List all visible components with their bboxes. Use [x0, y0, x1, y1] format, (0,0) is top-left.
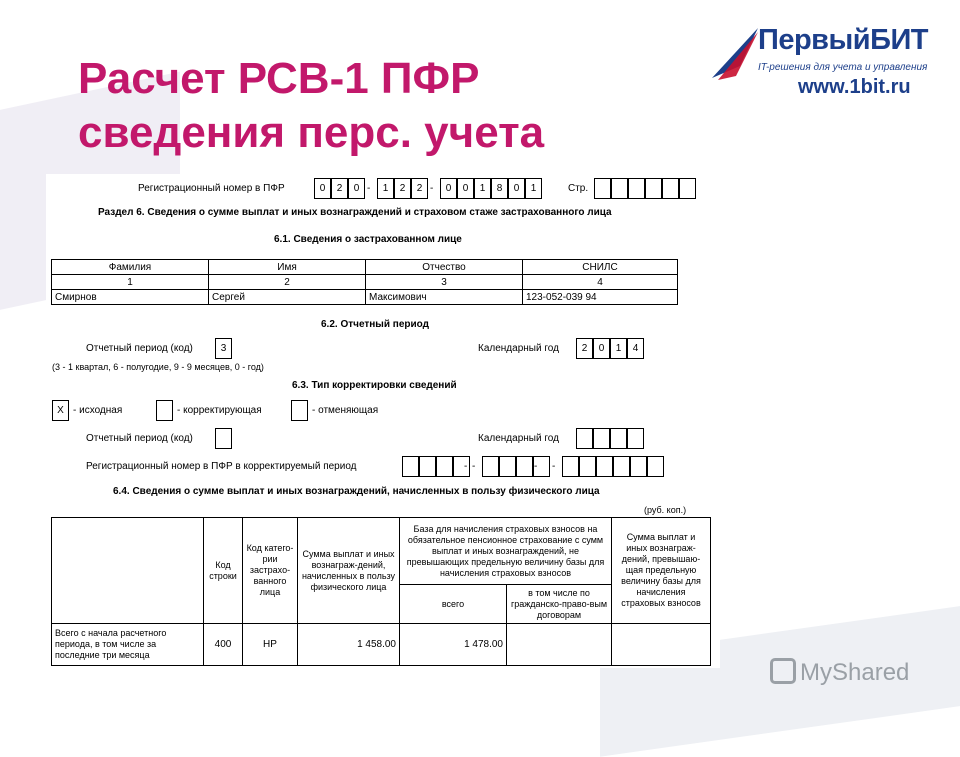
- row-exceeding-value: [612, 624, 711, 666]
- reg-digit-cell: 1: [377, 178, 394, 199]
- dash: -: [430, 183, 434, 194]
- year-digit-cell: 4: [627, 338, 644, 359]
- column-number: 3: [366, 275, 523, 290]
- header-category: Код катего-рии застрахо-ванного лица: [243, 518, 298, 624]
- row-category-value: НР: [243, 624, 298, 666]
- period-label: Отчетный период (код): [86, 343, 193, 354]
- header-base-total: всего: [400, 585, 507, 624]
- row-base-civil-value: [507, 624, 612, 666]
- column-number: 1: [52, 275, 209, 290]
- reg-digit-cell: 2: [394, 178, 411, 199]
- units-label: (руб. коп.): [644, 505, 687, 515]
- header-snils: СНИЛС: [523, 260, 678, 275]
- year-digit-cell: 1: [610, 338, 627, 359]
- corr-reg-cell: [499, 456, 516, 477]
- year-digit-cell: 0: [593, 338, 610, 359]
- header-surname: Фамилия: [52, 260, 209, 275]
- corr-reg-cell: [453, 456, 470, 477]
- corr-reg-cell: [579, 456, 596, 477]
- cancel-label: - отменяющая: [312, 405, 379, 416]
- patronymic-value: Максимович: [366, 290, 523, 305]
- dash: -: [472, 461, 476, 472]
- subsection-6-2-title: 6.2. Отчетный период: [321, 319, 429, 330]
- reg-number-label: Регистрационный номер в ПФР: [138, 183, 285, 194]
- snils-value: 123-052-039 94: [523, 290, 678, 305]
- reg-digit-cell: 0: [348, 178, 365, 199]
- page-digit-cell: [628, 178, 645, 199]
- dash: -: [552, 461, 556, 472]
- payments-table: [51, 517, 711, 666]
- page-digit-cell: [679, 178, 696, 199]
- logo-name: ПервыйБИТ: [758, 24, 929, 56]
- corr-reg-cell: [596, 456, 613, 477]
- column-number: 2: [209, 275, 366, 290]
- reg-digit-cell: 1: [474, 178, 491, 199]
- dash: -: [534, 461, 538, 472]
- subsection-6-4-title: 6.4. Сведения о сумме выплат и иных вознаграждений, начисленных в пользу физического лица: [113, 486, 600, 497]
- dash: -: [367, 183, 371, 194]
- corr-reg-cell: [630, 456, 647, 477]
- year-label: Календарный год: [478, 343, 559, 354]
- period-hint: (3 - 1 квартал, 6 - полугодие, 9 - 9 месяцев, 0 - год): [52, 362, 264, 372]
- corr-period-label: Отчетный период (код): [86, 433, 193, 444]
- column-number: 4: [523, 275, 678, 290]
- corr-reg-cell: [647, 456, 664, 477]
- reg-digit-cell: 8: [491, 178, 508, 199]
- header-base-civil: в том числе по гражданско-право-вым договорам: [507, 585, 612, 624]
- corr-reg-cell: [402, 456, 419, 477]
- reg-digit-cell: 2: [411, 178, 428, 199]
- row-base-total-value: 1 478.00: [400, 624, 507, 666]
- page-digit-cell: [662, 178, 679, 199]
- corr-reg-cell: [419, 456, 436, 477]
- year-digit-cell: 2: [576, 338, 593, 359]
- corrective-checkbox: [156, 400, 173, 421]
- corr-reg-cell: [613, 456, 630, 477]
- header-exceeding-sum: Сумма выплат и иных вознаграж-дений, превышаю-щая предельную величину базы для начисления страховых взносов: [612, 518, 711, 624]
- watermark: [770, 658, 909, 687]
- corr-year-cell: [610, 428, 627, 449]
- section-title: Раздел 6. Сведения о сумме выплат и иных вознаграждений и страховом стаже застрахованного лица: [98, 207, 612, 218]
- reg-digit-cell: 0: [457, 178, 474, 199]
- rsv-form: [46, 174, 720, 668]
- cancel-checkbox: [291, 400, 308, 421]
- header-payment-sum: Сумма выплат и иных вознаграж-дений, начисленных в пользу физического лица: [298, 518, 400, 624]
- reg-digit-cell: 0: [508, 178, 525, 199]
- period-code-cell: 3: [215, 338, 232, 359]
- header-row-code: Код строки: [204, 518, 243, 624]
- initial-label: - исходная: [73, 405, 123, 416]
- corr-year-cell: [576, 428, 593, 449]
- slide-title: [78, 52, 544, 160]
- reg-digit-cell: 0: [440, 178, 457, 199]
- logo-subtitle: IT-решения для учета и управления: [758, 62, 928, 73]
- watermark-text: MyShared: [800, 659, 910, 686]
- corr-year-cell: [593, 428, 610, 449]
- corr-year-label: Календарный год: [478, 433, 559, 444]
- subsection-6-3-title: 6.3. Тип корректировки сведений: [292, 380, 457, 391]
- surname-value: Смирнов: [52, 290, 209, 305]
- corrective-label: - корректирующая: [177, 405, 262, 416]
- page-digit-cell: [645, 178, 662, 199]
- logo-swoosh-icon: [710, 26, 762, 86]
- page-digit-cell: [611, 178, 628, 199]
- page-label: Стр.: [568, 183, 589, 194]
- title-line-1: Расчет РСВ-1 ПФР: [78, 54, 480, 103]
- corr-reg-cell: [482, 456, 499, 477]
- name-value: Сергей: [209, 290, 366, 305]
- corr-reg-cell: [516, 456, 533, 477]
- logo-url: www.1bit.ru: [798, 76, 911, 98]
- header-patronymic: Отчество: [366, 260, 523, 275]
- title-line-2: сведения перс. учета: [78, 108, 545, 157]
- insured-person-table: [51, 259, 678, 305]
- reg-digit-cell: 0: [314, 178, 331, 199]
- row-code-value: 400: [204, 624, 243, 666]
- reg-digit-cell: 1: [525, 178, 542, 199]
- row-sum-value: 1 458.00: [298, 624, 400, 666]
- header-contribution-base: База для начисления страховых взносов на обязательное пенсионное страхование с сумм выплат и иных вознаграждений, не превышающих предельную величину базы для начисления страховых взносов: [400, 518, 612, 585]
- dash: -: [464, 461, 468, 472]
- corr-reg-label: Регистрационный номер в ПФР в корректируемый период: [86, 461, 357, 472]
- company-logo: [710, 22, 950, 112]
- corr-year-cell: [627, 428, 644, 449]
- subsection-6-1-title: 6.1. Сведения о застрахованном лице: [274, 234, 462, 245]
- page-digit-cell: [594, 178, 611, 199]
- myshared-logo-icon: [770, 658, 796, 684]
- corr-reg-cell: [436, 456, 453, 477]
- reg-digit-cell: 2: [331, 178, 348, 199]
- header-name: Имя: [209, 260, 366, 275]
- row-label-total: Всего с начала расчетного периода, в том числе за последние три месяца: [52, 624, 204, 666]
- corr-reg-cell: [562, 456, 579, 477]
- initial-checkbox: X: [52, 400, 69, 421]
- corr-period-cell: [215, 428, 232, 449]
